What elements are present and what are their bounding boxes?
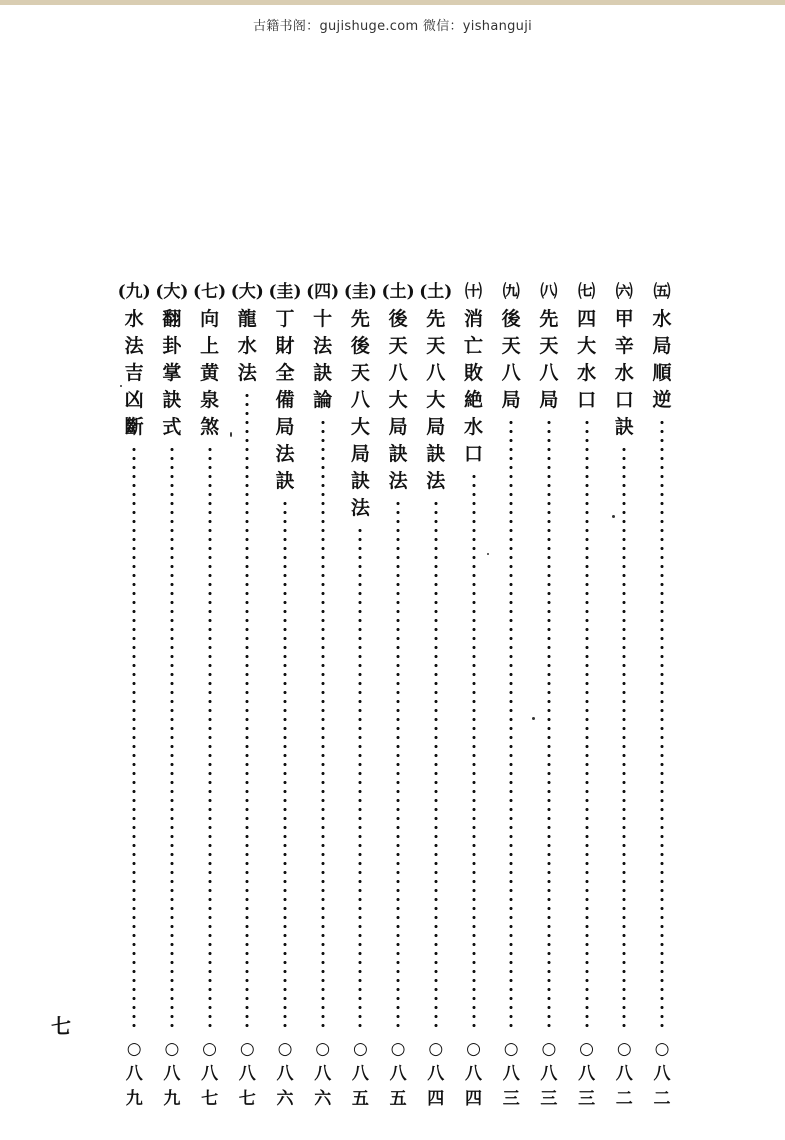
entry-number-mark: (九) (117, 282, 151, 302)
toc-entry[interactable] (119, 282, 149, 1112)
entry-number-mark: ㈥ (615, 282, 633, 302)
toc-entry[interactable] (383, 282, 413, 1112)
toc-entry[interactable] (345, 282, 375, 1112)
table-of-contents (0, 282, 785, 1112)
entry-page-number: ○ 八 三 (502, 1039, 520, 1109)
dot-leader (622, 445, 626, 1031)
toc-entry[interactable] (459, 282, 489, 1112)
entry-page-number: ○ 八 三 (540, 1039, 558, 1109)
entry-number-mark: ㈤ (653, 282, 671, 302)
entry-page-number: ○ 八 五 (389, 1039, 407, 1109)
entry-title: 翻 卦 掌 訣 式 (162, 308, 182, 438)
entry-page-number: ○ 八 二 (653, 1039, 671, 1109)
entry-number-mark: ㈦ (578, 282, 596, 302)
site-watermark-header: 古籍书阁：gujishuge.com 微信：yishanguji (252, 19, 533, 34)
entry-title: 先 後 天 八 大 局 訣 法 (350, 308, 370, 519)
dot-leader (283, 499, 287, 1031)
toc-entry[interactable] (647, 282, 677, 1112)
dot-leader (132, 445, 136, 1031)
entry-title: 先 天 八 局 (539, 308, 559, 411)
entry-number-mark: (土) (381, 282, 415, 302)
toc-entry[interactable] (270, 282, 300, 1112)
toc-entry[interactable] (195, 282, 225, 1112)
toc-entry[interactable] (157, 282, 187, 1112)
entry-page-number: ○ 八 五 (351, 1039, 369, 1109)
scan-speck (230, 432, 232, 437)
toc-entry[interactable] (496, 282, 526, 1112)
dot-leader (434, 499, 438, 1031)
scan-speck (612, 515, 615, 518)
entry-page-number: ○ 八 四 (427, 1039, 445, 1109)
dot-leader (472, 472, 476, 1031)
top-border-bar (0, 0, 785, 5)
entry-title: 四 大 水 口 (577, 308, 597, 411)
entry-page-number: ○ 八 九 (163, 1039, 181, 1109)
entry-title: 十 法 訣 論 (313, 308, 333, 411)
toc-entry[interactable] (232, 282, 262, 1112)
dot-leader (547, 418, 551, 1031)
toc-entry[interactable] (421, 282, 451, 1112)
toc-entry[interactable] (572, 282, 602, 1112)
page-number: 七 (51, 1014, 71, 1038)
dot-leader (509, 418, 513, 1031)
entry-title: 後 天 八 大 局 訣 法 (388, 308, 408, 492)
dot-leader (396, 499, 400, 1031)
entry-page-number: ○ 八 二 (615, 1039, 633, 1109)
entry-page-number: ○ 八 九 (125, 1039, 143, 1109)
entry-title: 水 局 順 逆 (652, 308, 672, 411)
entry-page-number: ○ 八 三 (578, 1039, 596, 1109)
entry-page-number: ○ 八 六 (314, 1039, 332, 1109)
entry-page-number: ○ 八 六 (276, 1039, 294, 1109)
dot-leader (660, 418, 664, 1031)
entry-number-mark: (四) (306, 282, 340, 302)
entry-title: 後 天 八 局 (501, 308, 521, 411)
entry-title: 消 亡 敗 絶 水 口 (463, 308, 483, 465)
entry-number-mark: (大) (155, 282, 189, 302)
toc-entry[interactable] (534, 282, 564, 1112)
dot-leader (170, 445, 174, 1031)
entry-title: 丁 財 全 備 局 法 訣 (275, 308, 295, 492)
entry-number-mark: (圭) (343, 282, 377, 302)
entry-number-mark: (大) (230, 282, 264, 302)
entry-number-mark: (七) (193, 282, 227, 302)
entry-page-number: ○ 八 七 (201, 1039, 219, 1109)
entry-page-number: ○ 八 七 (238, 1039, 256, 1109)
entry-title: 龍 水 法 (237, 308, 257, 384)
entry-number-mark: (圭) (268, 282, 302, 302)
dot-leader (585, 418, 589, 1031)
entry-title: 向 上 黄 泉 煞 (200, 308, 220, 438)
toc-entry[interactable] (308, 282, 338, 1112)
dot-leader (321, 418, 325, 1031)
dot-leader (208, 445, 212, 1031)
entry-number-mark: ㈩ (465, 282, 482, 302)
entry-number-mark: ㈨ (502, 282, 520, 302)
entry-number-mark: ㈧ (540, 282, 558, 302)
dot-leader (358, 526, 362, 1031)
dot-leader (245, 391, 249, 1031)
scan-speck (532, 717, 535, 720)
entry-number-mark: (土) (419, 282, 453, 302)
scan-speck (487, 553, 489, 555)
entry-title: 先 天 八 大 局 訣 法 (426, 308, 446, 492)
entry-title: 水 法 吉 凶 斷 (124, 308, 144, 438)
toc-entry[interactable] (609, 282, 639, 1112)
entry-page-number: ○ 八 四 (465, 1039, 482, 1109)
entry-title: 甲 辛 水 口 訣 (614, 308, 634, 438)
scan-speck (120, 385, 122, 387)
